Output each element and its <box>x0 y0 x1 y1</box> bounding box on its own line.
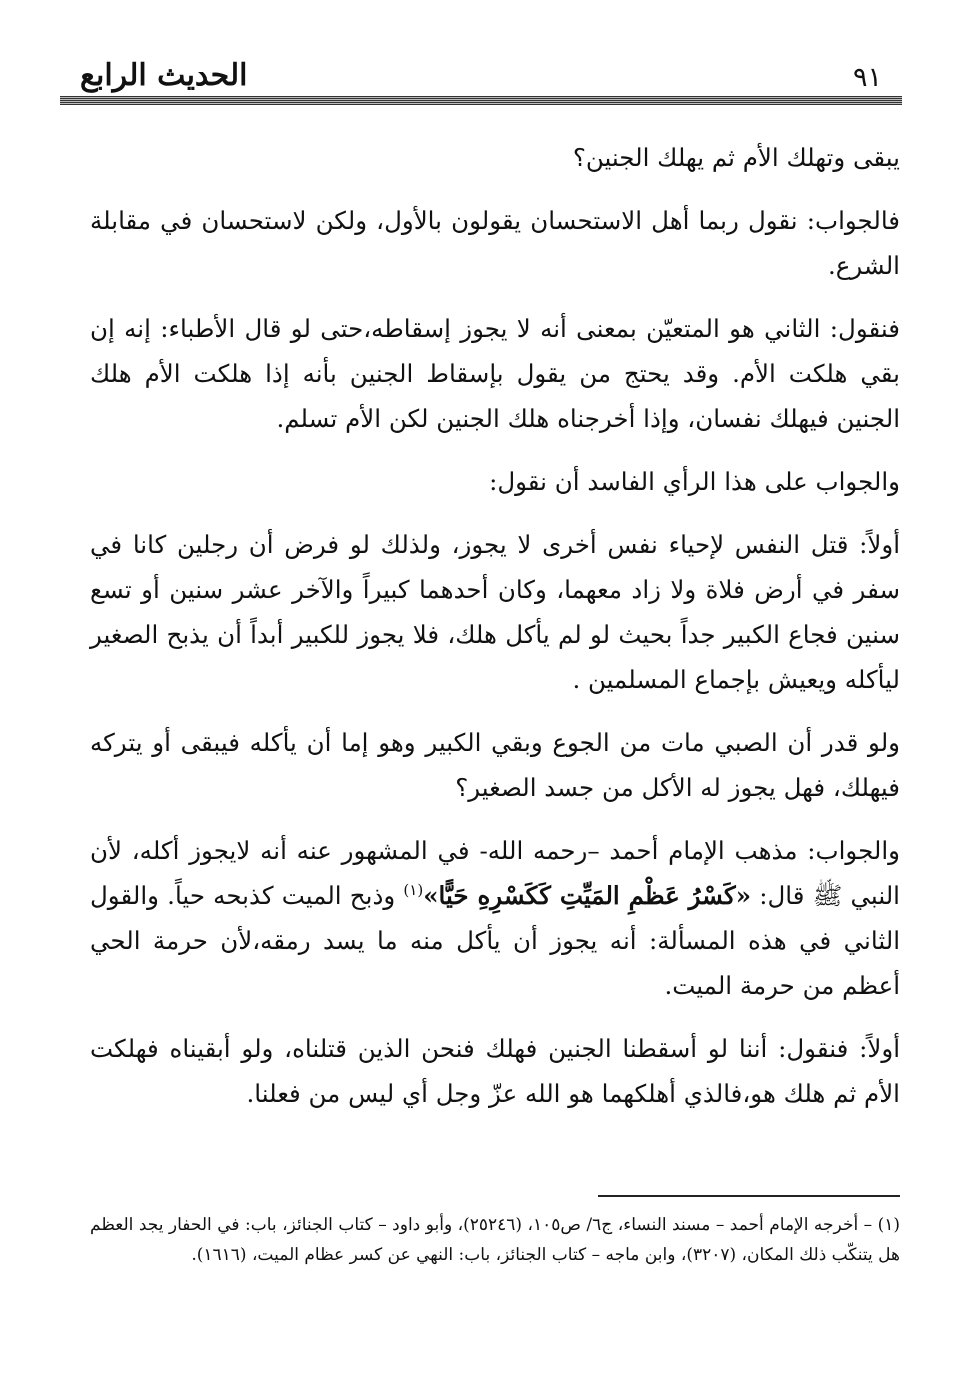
running-header <box>60 58 902 94</box>
footnote: (١) – أخرجه الإمام أحمد – مسند النساء، ج٦/ ص١٠٥، (٢٥٢٤٦)، وأبو داود – كتاب الجنائز، باب: في الحفار يجد العظم هل يتنكّب ذلك المكان، (٣٢٠٧)، وابن ماجه – كتاب الجنائز، باب: النهي عن كسر عظام الميت، (١٦١٦). <box>90 1215 901 1265</box>
page-number: ٩١ <box>852 62 882 93</box>
chapter-title: الحديث الرابع <box>80 58 248 93</box>
header-rule <box>60 96 902 105</box>
hadith-quote: «كَسْرُ عَظْمِ المَيِّتِ كَكَسْرِهِ حَيًّا» <box>423 881 752 910</box>
paragraph-with-hadith <box>90 828 900 1008</box>
paragraph-text: وذبح الميت كذبحه حياً. والقول الثاني في هذه المسألة: أنه يجوز أن يأكل منه ما يسد رمقه،لأن حرمة الحي أعظم من حرمة الميت. <box>90 881 900 1000</box>
paragraph: ولو قدر أن الصبي مات من الجوع وبقي الكبير وهو إما أن يأكله فيبقى أو يتركه فيهلك، فهل يجوز له الأكل من جسد الصغير؟ <box>90 728 900 802</box>
footnote-separator <box>598 1195 900 1197</box>
paragraph: يبقى وتهلك الأم ثم يهلك الجنين؟ <box>572 143 900 172</box>
footnote-reference: (١) <box>403 880 424 899</box>
paragraph: أولاً: قتل النفس لإحياء نفس أخرى لا يجوز، ولذلك لو فرض أن رجلين كانا في سفر في أرض فلاة ولا زاد معهما، وكان أحدهما كبيراً والآخر عشر سنين أو تسع سنين فجاع الكبير جداً بحيث لو لم يأكل هلك، فلا يجوز للكبير أبداً أن يذبح الصغير ليأكله ويعيش بإجماع المسلمين . <box>90 530 900 694</box>
paragraph: أولاً: فنقول: أننا لو أسقطنا الجنين فهلك فنحن الذين قتلناه، ولو أبقيناه فهلكت الأم ثم هلك هو،فالذي أهلكهما هو الله عزّ وجل أي ليس من فعلنا. <box>90 1034 900 1108</box>
paragraph: والجواب على هذا الرأي الفاسد أن نقول: <box>489 467 900 496</box>
paragraph-text: والجواب: مذهب الإمام أحمد –رحمه الله- في المشهور عنه أنه لايجوز أكله، لأن النبي ﷺ قال: <box>90 836 900 910</box>
main-text <box>90 135 900 1134</box>
paragraph: فنقول: الثاني هو المتعيّن بمعنى أنه لا يجوز إسقاطه،حتى لو قال الأطباء: إنه إن بقي هلكت الأم. وقد يحتج من يقول بإسقاط الجنين بأنه إذا هلكت الأم هلك الجنين فيهلك نفسان، وإذا أخرجناه هلك الجنين لكن الأم تسلم. <box>90 314 900 433</box>
paragraph: فالجواب: نقول ربما أهل الاستحسان يقولون بالأول، ولكن لاستحسان في مقابلة الشرع. <box>90 206 900 280</box>
